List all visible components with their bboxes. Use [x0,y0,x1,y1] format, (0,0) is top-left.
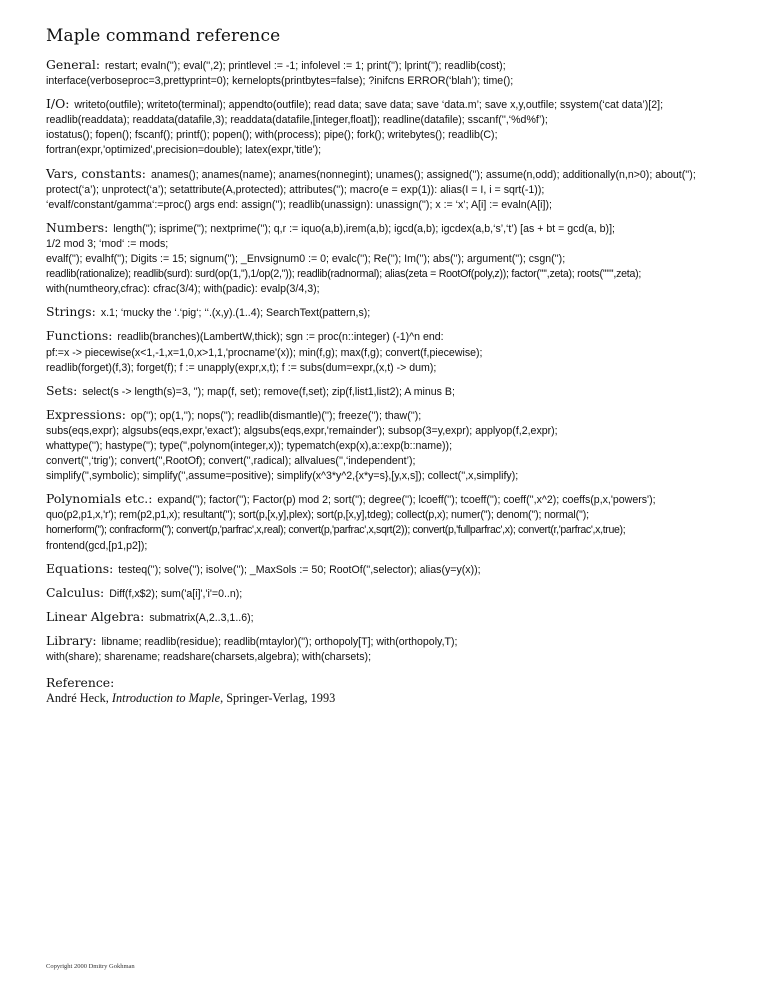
command-text: expand(''); factor(''); Factor(p) mod 2; sort(''); degree(''); lcoeff(''); tcoeff(''); coeff('',x^2); coeffs(p,x,'powers'); [157,494,656,507]
command-text: x.1; ‘mucky the ‘.‘pig‘; ‘‘.(x,y).(1..4); SearchText(pattern,s); [100,307,371,320]
section-line: 1/2 mod 3; ‘mod‘ := mods; [46,237,169,250]
section-line [46,96,736,113]
section-heading: Strings: [46,304,96,320]
section-heading: Vars, constants: [46,165,146,181]
section-line: with(numtheory,cfrac): cfrac(3/4); with(padic): evalp(3/4,3); [46,283,320,296]
reference-author: André Heck, [46,691,112,706]
reference-citation [46,691,736,706]
section-line: quo(p2,p1,x,'r'); rem(p2,p1,x); resultant(''); sort(p,[x,y],plex); sort(p,[x,y],tdeg); collect(p,x); numer(''); denom(''); normal(''); [46,509,589,522]
section-line [46,633,736,650]
section-functions [46,328,736,375]
section-line: protect(‘a’); unprotect(‘a’); setattribute(A,protected); attributes(''); macro(e = exp(1)): alias(I = I, i = sqrt(-1)); [46,183,545,196]
section-heading: Linear Algebra: [46,608,145,624]
section-heading: Equations: [46,560,114,576]
reference-page [46,26,736,706]
section-io [46,96,736,158]
section-line: whattype(''); hastype(''); type('',polynom(integer,x)); typematch(exp(x),a::exp(b::name)); [46,439,453,452]
command-text: readlib(branches)(LambertW,thick); sgn := proc(n::integer) (-1)^n end: [117,331,444,344]
section-numbers [46,220,736,297]
section-heading: Numbers: [46,219,109,235]
section-list [46,57,736,665]
section-heading: I/O: [46,96,70,112]
section-heading: Sets: [46,382,78,398]
section-line: frontend(gcd,[p1,p2]); [46,539,148,552]
section-polynomials [46,491,736,553]
section-line: with(share); sharename; readshare(charsets,algebra); with(charsets); [46,651,372,663]
section-library [46,633,736,665]
command-text: restart; evaln(''); eval('',2); printlevel := -1; infolevel := 1; print(''); lprint(''); readlib(cost); [105,60,506,72]
section-line: fortran(expr,'optimized',precision=double); latex(expr,'title'); [46,144,322,157]
section-line [46,407,736,424]
section-line: convert('',‘trig’); convert('',RootOf); convert('',radical); allvalues('',‘independent’); [46,455,416,468]
reference-publisher: , Springer-Verlag, 1993 [220,691,336,706]
section-line [46,561,736,578]
section-vars-constants [46,166,736,213]
reference-block [46,675,736,706]
command-text: testeq(''); solve(''); isolve(''); _MaxSols := 50; RootOf('',selector); alias(y=y(x)); [118,563,481,576]
section-line: readlib(rationalize); readlib(surd): surd(op(1,''),1/op(2,'')); readlib(radnormal); alias(zeta = RootOf(poly,z)); factor('''',zeta); roots('''''',zeta); [46,268,642,281]
section-line [46,383,736,400]
section-line: hornerform(''); confracform(''); convert(p,'parfrac',x,real); convert(p,'parfrac',x,sqrt(2)); convert(p,'fullparfrac',x); convert(r,'parfrac',x,true); [46,524,626,537]
reference-heading: Reference: [46,675,115,691]
section-heading: Expressions: [46,406,126,422]
page-title: Maple command reference [46,26,281,46]
section-linear-algebra [46,609,736,626]
section-line: readlib(readdata); readdata(datafile,3); readdata(datafile,[integer,float]); readline(datafile); sscanf('',‘%d%f’); [46,114,548,127]
section-line: readlib(forget)(f,3); forget(f); f := unapply(expr,x,t); f := subs(dum=expr,(x,t) -> dum); [46,361,437,374]
section-heading: Polynomials etc.: [46,491,153,507]
section-heading: Functions: [46,328,113,344]
section-heading: Library: [46,632,97,648]
section-line [46,491,736,508]
copyright-notice: Copyright 2000 Dmitry Gokhman [46,963,135,970]
section-line [46,304,736,321]
section-line: simplify('',symbolic); simplify('',assume=positive); simplify(x^3*y^2,{x*y=s},[y,x,s]); collect('',x,simplify); [46,470,519,483]
section-line: iostatus(); fopen(); fscanf(); printf(); popen(); with(process); pipe(); fork(); writebytes(); readlib(C); [46,129,498,142]
command-text: op(''); op(1,''); nops(''); readlib(dismantle)(''); freeze(''); thaw(''); [130,409,422,422]
section-line [46,57,736,74]
section-line [46,328,736,345]
section-calculus [46,585,736,602]
command-text: length(''); isprime(''); nextprime(''); q,r := iquo(a,b),irem(a,b); igcd(a,b); igcdex(a,b,‘s’,‘t’) [as + bt = gcd(a, b)]; [113,222,615,235]
section-heading: Calculus: [46,584,105,600]
section-heading: General: [46,57,100,72]
section-line: pf:=x -> piecewise(x<1,-1,x=1,0,x>1,1,'procname'(x)); min(f,g); max(f,g); convert(f,piecewise); [46,346,483,359]
section-line: ‘evalf/constant/gamma‘:=proc() args end: assign(''); readlib(unassign): unassign(''); x := ‘x’; A[i] := evaln(A[i]); [46,198,552,211]
section-line [46,220,736,237]
section-line [46,585,736,602]
section-strings [46,304,736,321]
command-text: libname; readlib(residue); readlib(mtaylor)(''); orthopoly[T]; with(orthopoly,T); [101,635,458,648]
section-line: interface(verboseproc=3,prettyprint=0); kernelopts(printbytes=false); ?inifcns ERROR(‘blah’); time(); [46,75,514,88]
command-text: select(s -> length(s)=3, ''); map(f, set); remove(f,set); zip(f,list1,list2); A minus B; [82,385,455,398]
section-line [46,166,736,183]
section-line: subs(eqs,expr); algsubs(eqs,expr,'exact'); algsubs(eqs,expr,'remainder'); subsop(3=y,expr); applyop(f,2,expr); [46,424,558,437]
command-text: submatrix(A,2..3,1..6); [149,611,254,624]
command-text: anames(); anames(name); anames(nonnegint); unames(); assigned(''); assume(n,odd); additionally(n,n>0); about(''); [150,168,696,181]
section-expressions [46,407,736,484]
section-line: evalf(''); evalhf(''); Digits := 15; signum(''); _Envsignum0 := 0; evalc(''); Re(''); Im(''); abs(''); argument(''); csgn(''); [46,253,566,266]
command-text: Diff(f,x$2); sum('a[i]','i'=0..n); [109,587,243,600]
reference-book-title: Introduction to Maple [111,691,221,706]
section-equations [46,561,736,578]
command-text: writeto(outfile); writeto(terminal); appendto(outfile); read data; save data; save ‘data.m’; save x,y,outfile; ssystem(‘cat data’)[2]; [74,99,664,112]
section-line [46,609,736,626]
section-general [46,57,736,89]
section-sets [46,383,736,400]
